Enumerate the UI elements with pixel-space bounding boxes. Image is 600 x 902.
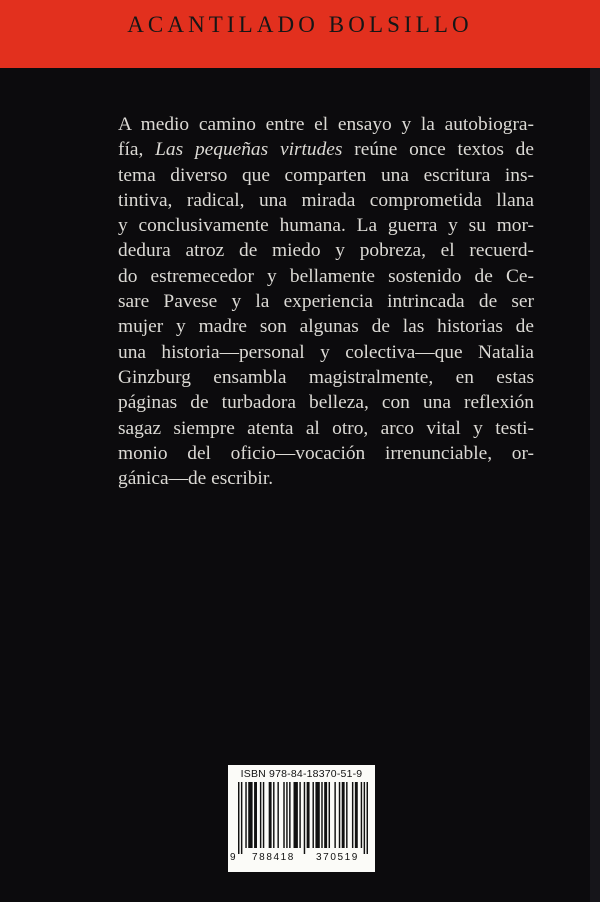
blurb-text-run: Ginzburg ensambla magistralmente, en estas bbox=[118, 366, 534, 388]
blurb-line bbox=[118, 289, 534, 314]
blurb-text-run: sagaz siempre atenta al otro, arco vital y testi- bbox=[118, 417, 534, 439]
barcode-bar bbox=[361, 782, 362, 848]
blurb-text-run: y conclusivamente humana. La guerra y su mor- bbox=[118, 215, 534, 237]
barcode-digits-left: 788418 bbox=[252, 852, 295, 863]
blurb-text-run: reúne once textos de bbox=[342, 139, 534, 161]
blurb-text-run: dedura atroz de miedo y pobreza, el recuerd- bbox=[118, 240, 534, 262]
barcode-label bbox=[228, 765, 375, 872]
barcode-bar bbox=[307, 782, 310, 848]
blurb-line bbox=[118, 112, 534, 137]
blurb-line bbox=[118, 213, 534, 238]
blurb-line bbox=[118, 466, 534, 491]
blurb-line bbox=[118, 188, 534, 213]
blurb-text-run: tintiva, radical, una mirada comprometida llana bbox=[118, 189, 534, 211]
barcode-bar bbox=[367, 782, 368, 854]
blurb-text bbox=[118, 112, 534, 491]
barcode-bar bbox=[321, 782, 322, 848]
isbn-text: ISBN 978-84-18370-51-9 bbox=[240, 768, 363, 780]
barcode-bar bbox=[269, 782, 272, 848]
barcode-bar bbox=[312, 782, 313, 848]
blurb-text-run: gánica—de escribir. bbox=[118, 468, 274, 490]
barcode-bar bbox=[355, 782, 358, 848]
barcode-bar bbox=[254, 782, 257, 848]
blurb-text-run: páginas de turbadora belleza, con una reflexión bbox=[118, 392, 534, 414]
blurb-line bbox=[118, 365, 534, 390]
barcode-bar bbox=[329, 782, 330, 848]
barcode-bar bbox=[352, 782, 353, 848]
blurb-line bbox=[118, 314, 534, 339]
blurb-text-run: do estremecedor y bellamente sostenido de Ce- bbox=[118, 265, 534, 287]
barcode-bar bbox=[283, 782, 284, 848]
blurb-line bbox=[118, 238, 534, 263]
barcode-bar bbox=[286, 782, 287, 848]
barcode-digits-right: 370519 bbox=[316, 852, 359, 863]
blurb-line bbox=[118, 264, 534, 289]
barcode-bar bbox=[315, 782, 319, 848]
barcode-bar bbox=[324, 782, 327, 848]
barcode-bar bbox=[289, 782, 290, 848]
barcode-bar bbox=[342, 782, 345, 848]
barcode-bar bbox=[346, 782, 347, 848]
barcode-bar bbox=[273, 782, 274, 848]
cover-edge bbox=[590, 68, 600, 902]
blurb-text-run: una historia—personal y colectiva—que Natalia bbox=[118, 341, 534, 363]
barcode-bar bbox=[245, 782, 246, 848]
barcode-bar bbox=[238, 782, 239, 854]
series-name: ACANTILADO BOLSILLO bbox=[127, 12, 473, 37]
series-band bbox=[0, 0, 600, 68]
barcode-bar bbox=[260, 782, 261, 848]
barcode-bar bbox=[334, 782, 335, 848]
barcode-bar bbox=[241, 782, 242, 854]
blurb-line bbox=[118, 137, 534, 162]
blurb-line bbox=[118, 163, 534, 188]
blurb-text-run: monio del oficio—vocación irrenunciable, or- bbox=[118, 442, 534, 464]
barcode-bar bbox=[277, 782, 278, 848]
blurb-line bbox=[118, 390, 534, 415]
blurb-text-run: tema diverso que comparten una escritura ins- bbox=[118, 164, 534, 186]
barcode-digits bbox=[230, 852, 373, 866]
blurb-line bbox=[118, 441, 534, 466]
barcode-bar bbox=[364, 782, 365, 854]
barcode-bar bbox=[248, 782, 252, 848]
barcode-bar bbox=[294, 782, 298, 848]
blurb-line bbox=[118, 340, 534, 365]
blurb-line bbox=[118, 416, 534, 441]
barcode-digit-first: 9 bbox=[230, 852, 236, 863]
blurb-text-run: A medio camino entre el ensayo y la autobiogra- bbox=[118, 114, 534, 135]
barcode-bar bbox=[304, 782, 305, 854]
blurb-text-run: sare Pavese y la experiencia intrincada de ser bbox=[118, 291, 534, 313]
barcode-bar bbox=[263, 782, 264, 848]
barcode bbox=[238, 782, 368, 854]
blurb-text-run: mujer y madre son algunas de las historias de bbox=[118, 316, 534, 338]
blurb-text-run: fía, bbox=[118, 139, 156, 161]
barcode-bar bbox=[339, 782, 340, 848]
book-title-italic: Las pequeñas virtudes bbox=[155, 139, 343, 161]
barcode-bar bbox=[299, 782, 300, 848]
